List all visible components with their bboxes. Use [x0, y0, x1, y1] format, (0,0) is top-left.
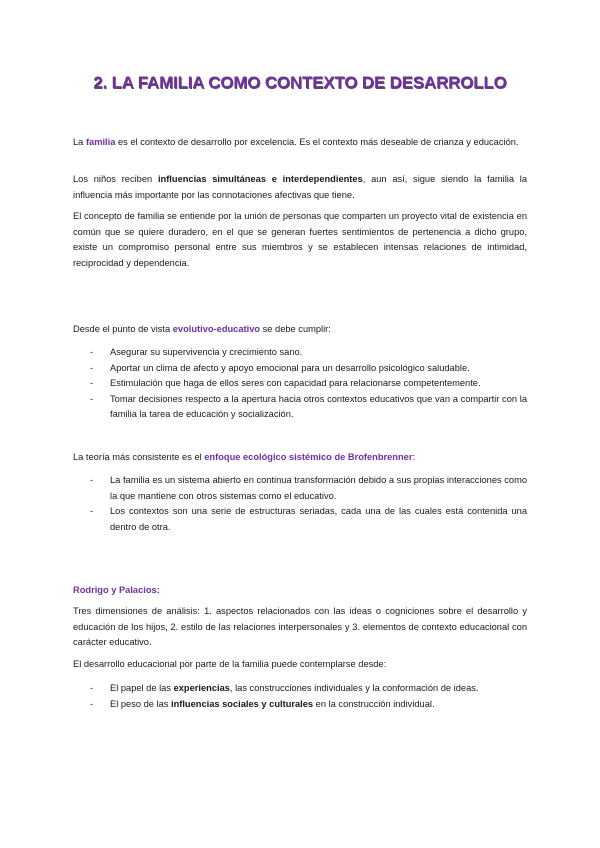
list-item [73, 376, 527, 392]
list-item [73, 681, 527, 697]
list-item-text: Estimulación que haga de ellos seres con capacidad para relacionarse competentemente. [110, 378, 481, 388]
section3-list [73, 681, 527, 712]
bullet-dash: - [90, 347, 94, 357]
list-item-text: Aportar un clima de afecto y apoyo emocional para un desarrollo psicológico saludable. [110, 362, 470, 373]
text-run: , aun así, sigue siendo la familia la influencia más importante por las connotaciones afectivas que tiene. [73, 174, 527, 200]
list-item [73, 504, 527, 535]
section3-paragraph-1: Tres dimensiones de análisis: 1. aspectos relacionados con las ideas o cogniciones sobre el desarrollo y educación de los hijos, 2. estilo de las relaciones interpersonales y 3. elementos de contexto educacional con carácter educativo. [73, 606, 527, 647]
list-item-text: Asegurar su supervivencia y crecimiento sano. [110, 347, 303, 357]
list-item [73, 345, 527, 361]
list-item [73, 697, 527, 713]
heading-rodrigo-palacios: Rodrigo y Palacios: [73, 585, 160, 595]
list-item [73, 473, 527, 504]
list-item-text: Tomar decisiones respecto a la apertura hacia otros contextos educativos que van a compartir con la familia la tarea de educación y socialización. [110, 393, 527, 419]
intro-paragraph-3: El concepto de familia se entiende por la unión de personas que comparten un proyecto vital de existencia en común que se quiere duradero, en el que se generan fuertes sentimientos de pertenencia a dicho grupo, existe un compromiso personal entre sus miembros y se establecen intensas relaciones de intimidad, reciprocidad y dependencia. [73, 211, 527, 268]
bullet-dash: - [90, 698, 94, 709]
list-item-text: La familia es un sistema abierto en continua transformación debido a sus propias interacciones como la que mantiene con otros sistemas como el educativo. [110, 475, 527, 501]
highlight-familia: familia [85, 137, 116, 147]
text-run: El peso de las [110, 698, 171, 709]
text-run: , las construcciones individuales y la conformación de ideas. [229, 683, 479, 693]
section1-list [73, 345, 527, 423]
page-title: 2. LA FAMILIA COMO CONTEXTO DE DESARROLLO [93, 73, 507, 92]
highlight-enfoque: enfoque ecológico sistémico de Brofenbrenner [204, 452, 413, 462]
bullet-dash: - [90, 362, 94, 373]
list-item [73, 361, 527, 377]
bullet-dash: - [90, 378, 94, 388]
text-run: Desde el punto de vista [73, 324, 173, 334]
list-item [73, 392, 527, 423]
text-run: La teoría más consistente es el [73, 452, 205, 462]
bold-influencias: influencias simultáneas e interdependientes [157, 174, 363, 184]
text-run: en la construcción individual. [313, 698, 435, 709]
bullet-dash: - [90, 393, 94, 404]
bullet-dash: - [90, 506, 94, 516]
text-run: se debe cumplir: [260, 324, 331, 334]
section2-lead [73, 450, 527, 466]
section2-list [73, 473, 527, 535]
text-run: El papel de las [110, 683, 174, 693]
section1-lead [73, 322, 527, 338]
list-item-text: Los contextos son una serie de estructuras seriadas, cada una de las cuales está contenida una dentro de otra. [110, 506, 527, 532]
bold-experiencias: experiencias [173, 683, 230, 693]
section3-paragraph-2: El desarrollo educacional por parte de la familia puede contemplarse desde: [73, 659, 387, 669]
section3-heading [73, 583, 527, 599]
highlight-evolutivo: evolutivo-educativo [172, 324, 261, 334]
intro-paragraph-2 [73, 172, 527, 203]
text-run: es el contexto de desarrollo por excelencia. Es el contexto más deseable de crianza y educación. [115, 137, 519, 147]
bullet-dash: - [90, 475, 94, 485]
text-run: La [73, 137, 86, 147]
text-run: : [412, 452, 416, 462]
bullet-dash: - [90, 683, 94, 693]
intro-paragraph-1 [73, 135, 527, 151]
bold-influencias-sociales: influencias sociales y culturales [170, 698, 314, 709]
text-run: Los niños reciben [73, 174, 158, 184]
